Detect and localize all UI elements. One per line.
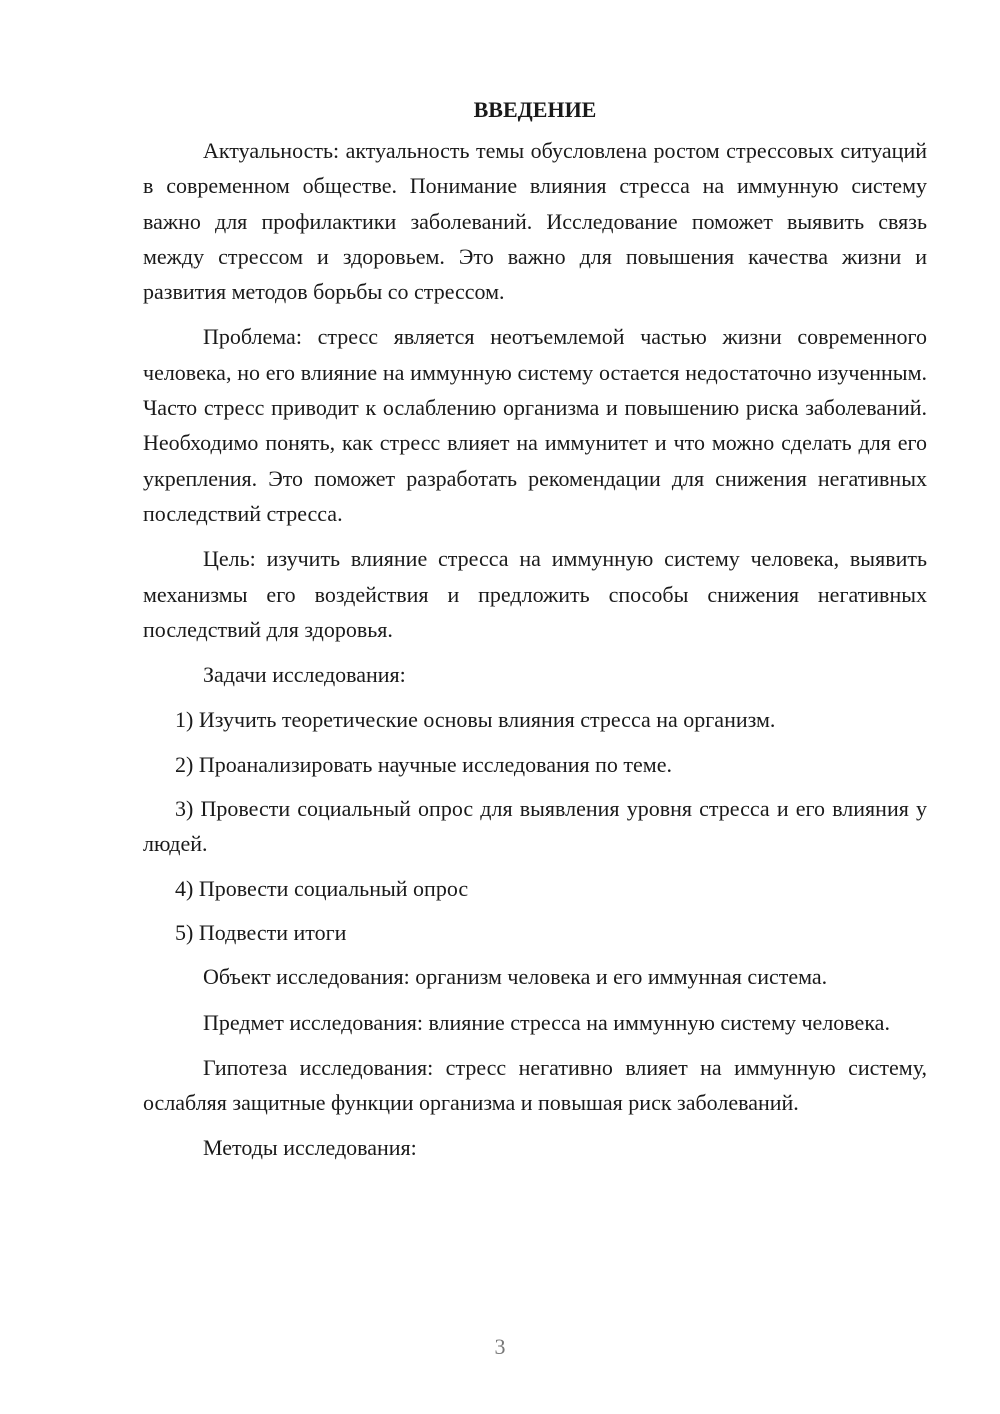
- section-title: ВВЕДЕНИЕ: [473, 97, 597, 122]
- paragraph-relevance: Актуальность: актуальность темы обусловлена ростом стрессовых ситуаций в современном обществе. Понимание влияния стресса на иммунную систему важно для профилактики заболеваний. Исследование поможет выявить связь между стрессом и здоровьем. Это важно для повышения качества жизни и развития методов борьбы со стрессом.: [143, 138, 927, 305]
- page-number: 3: [494, 1334, 506, 1359]
- task-item-4: 4) Провести социальный опрос: [175, 875, 469, 901]
- document-page: [143, 92, 927, 1176]
- paragraph-object: Объект исследования: организм человека и его иммунная система.: [203, 964, 828, 990]
- paragraph-problem: Проблема: стресс является неотъемлемой частью жизни современного человека, но его влияние на иммунную систему остается недостаточно изученным. Часто стресс приводит к ослаблению организма и повышению риска заболеваний. Необходимо понять, как стресс влияет на иммунитет и что можно сделать для его укрепления. Это поможет разработать рекомендации для снижения негативных последствий стресса.: [143, 324, 927, 526]
- task-item-1: 1) Изучить теоретические основы влияния стресса на организм.: [175, 707, 776, 733]
- task-item-5: 5) Подвести итоги: [175, 919, 347, 945]
- paragraph-hypothesis: Гипотеза исследования: стресс негативно влияет на иммунную систему, ослабляя защитные функции организма и повышая риск заболеваний.: [143, 1054, 927, 1116]
- paragraph-subject: Предмет исследования: влияние стресса на иммунную систему человека.: [203, 1009, 890, 1035]
- paragraph-methods-heading: Методы исследования:: [203, 1135, 417, 1161]
- paragraph-goal: Цель: изучить влияние стресса на иммунную систему человека, выявить механизмы его воздействия и предложить способы снижения негативных последствий для здоровья.: [143, 546, 927, 642]
- paragraph-tasks-heading: Задачи исследования:: [203, 662, 406, 688]
- task-item-3: 3) Провести социальный опрос для выявления уровня стресса и его влияния у людей.: [143, 796, 927, 857]
- task-item-2: 2) Проанализировать научные исследования по теме.: [175, 751, 672, 777]
